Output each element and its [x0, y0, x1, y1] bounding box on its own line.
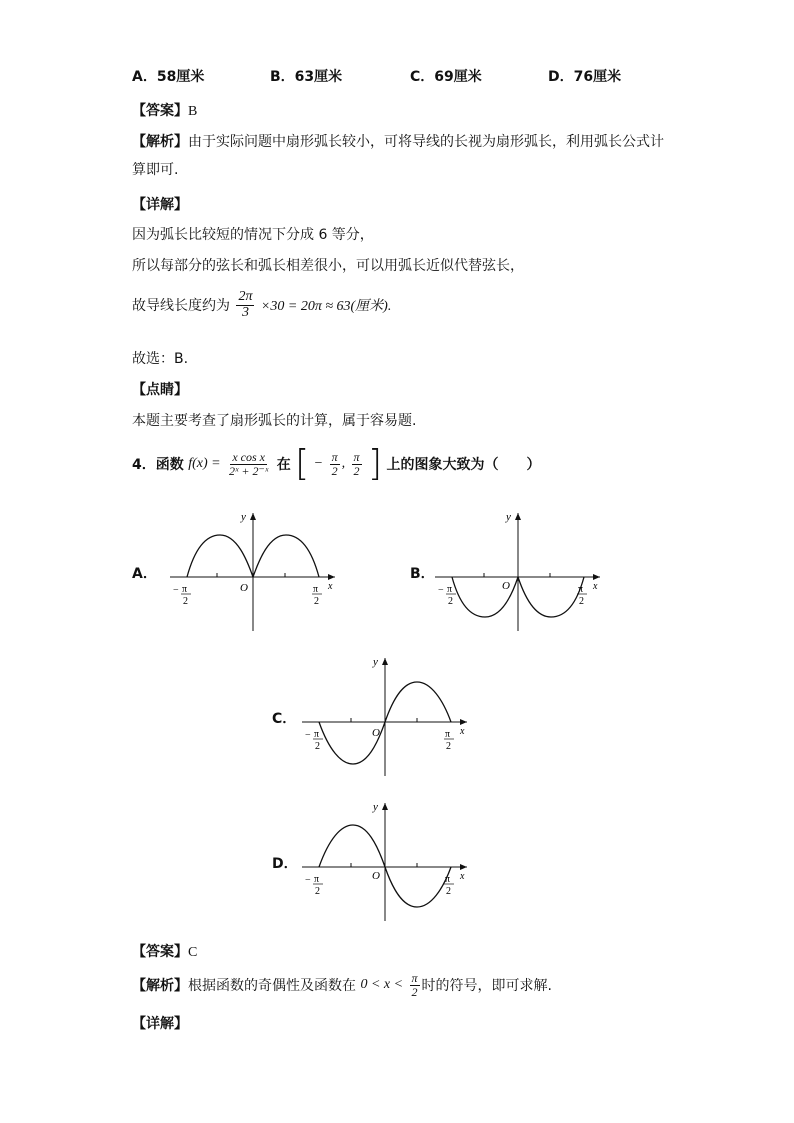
svg-text:x: x	[460, 726, 465, 737]
option-b: B．63厘米	[270, 69, 343, 85]
svg-text:2: 2	[315, 886, 320, 897]
svg-text:π: π	[445, 874, 451, 885]
svg-text:x: x	[593, 581, 598, 592]
graph-a	[165, 505, 345, 635]
answer-line-q4: 【答案】C	[132, 944, 198, 960]
detail-line-1: 因为弧长比较短的情况下分成 6 等分，	[132, 227, 374, 243]
answer-tag: 【答案】	[132, 103, 188, 119]
svg-text:O: O	[502, 580, 510, 592]
tick-left-num: π	[182, 584, 188, 595]
formula-fraction: $\frac{2\pi}{3}$	[238, 289, 253, 320]
comment-line: 本题主要考查了扇形弧长的计算，属于容易题.	[132, 413, 417, 429]
svg-text:2: 2	[315, 741, 320, 752]
formula-line: 故导线长度约为 $\frac{2\pi}{3}$ ×30 = 20π ≈ 63(厘米).	[132, 289, 392, 320]
detail-line-2: 所以每部分的弦长和弧长相差很小，可以用弧长近似代替弦长，	[132, 258, 524, 274]
analysis-line-2: 算即可.	[132, 162, 179, 178]
graph-c-label: C．	[272, 711, 297, 727]
svg-text:2: 2	[446, 741, 451, 752]
graph-d	[297, 795, 477, 925]
option-c: C．69厘米	[410, 69, 482, 85]
svg-text:y: y	[506, 511, 511, 523]
svg-text:π: π	[445, 729, 451, 740]
question-4: 4．函数 f(x) = $\frac{\text{x cos x}}{\text{2ˣ + 2⁻ˣ}}$ 在 [ − $\frac{\pi}{2}$ , $\frac{\pi}{2}$ ] 上的图象大致为（ ）	[132, 443, 541, 484]
graph-b	[430, 505, 610, 635]
graph-c	[297, 650, 477, 780]
graph-b-label: B．	[410, 566, 435, 582]
svg-text:π: π	[314, 874, 320, 885]
svg-text:2: 2	[446, 886, 451, 897]
tick-left-den: 2	[183, 596, 188, 607]
svg-text:−: −	[305, 875, 311, 886]
svg-text:2: 2	[579, 596, 584, 607]
detail-tag-q4: 【详解】	[132, 1016, 188, 1032]
choose-line: 故选：B.	[132, 351, 189, 367]
svg-text:O: O	[372, 870, 380, 882]
y-axis-label: y	[241, 511, 246, 523]
svg-text:x: x	[460, 871, 465, 882]
option-d: D．76厘米	[548, 69, 622, 85]
svg-text:−: −	[438, 585, 444, 596]
svg-text:O: O	[372, 727, 380, 739]
graph-a-label: A．	[132, 566, 157, 582]
answer-line-q3	[132, 100, 197, 120]
answer-value: B	[188, 104, 198, 119]
origin-label: O	[240, 582, 248, 594]
svg-text:2: 2	[448, 596, 453, 607]
analysis-line-1: 【解析】由于实际问题中扇形弧长较小，可将导线的长视为扇形弧长，利用弧长公式计	[132, 134, 664, 150]
svg-text:y: y	[373, 656, 378, 668]
detail-tag: 【详解】	[132, 197, 188, 213]
svg-text:−: −	[305, 730, 311, 741]
tick-right-num: π	[313, 584, 319, 595]
x-axis-label: x	[328, 581, 333, 592]
svg-text:y: y	[373, 801, 378, 813]
svg-text:π: π	[314, 729, 320, 740]
option-a: A．58厘米	[132, 69, 205, 85]
comment-tag: 【点睛】	[132, 382, 188, 398]
svg-text:π: π	[447, 584, 453, 595]
tick-right-den: 2	[314, 596, 319, 607]
function-fraction: $\frac{\text{x cos x}}{\text{2ˣ + 2⁻ˣ}}$	[229, 449, 269, 478]
svg-text:−: −	[173, 585, 179, 596]
analysis-line-q4: 【解析】根据函数的奇偶性及函数在 0 < x < $\frac{\pi}{2}$ 时的符号，即可求解.	[132, 971, 552, 999]
svg-text:π: π	[578, 584, 584, 595]
graph-d-label: D．	[272, 856, 298, 872]
